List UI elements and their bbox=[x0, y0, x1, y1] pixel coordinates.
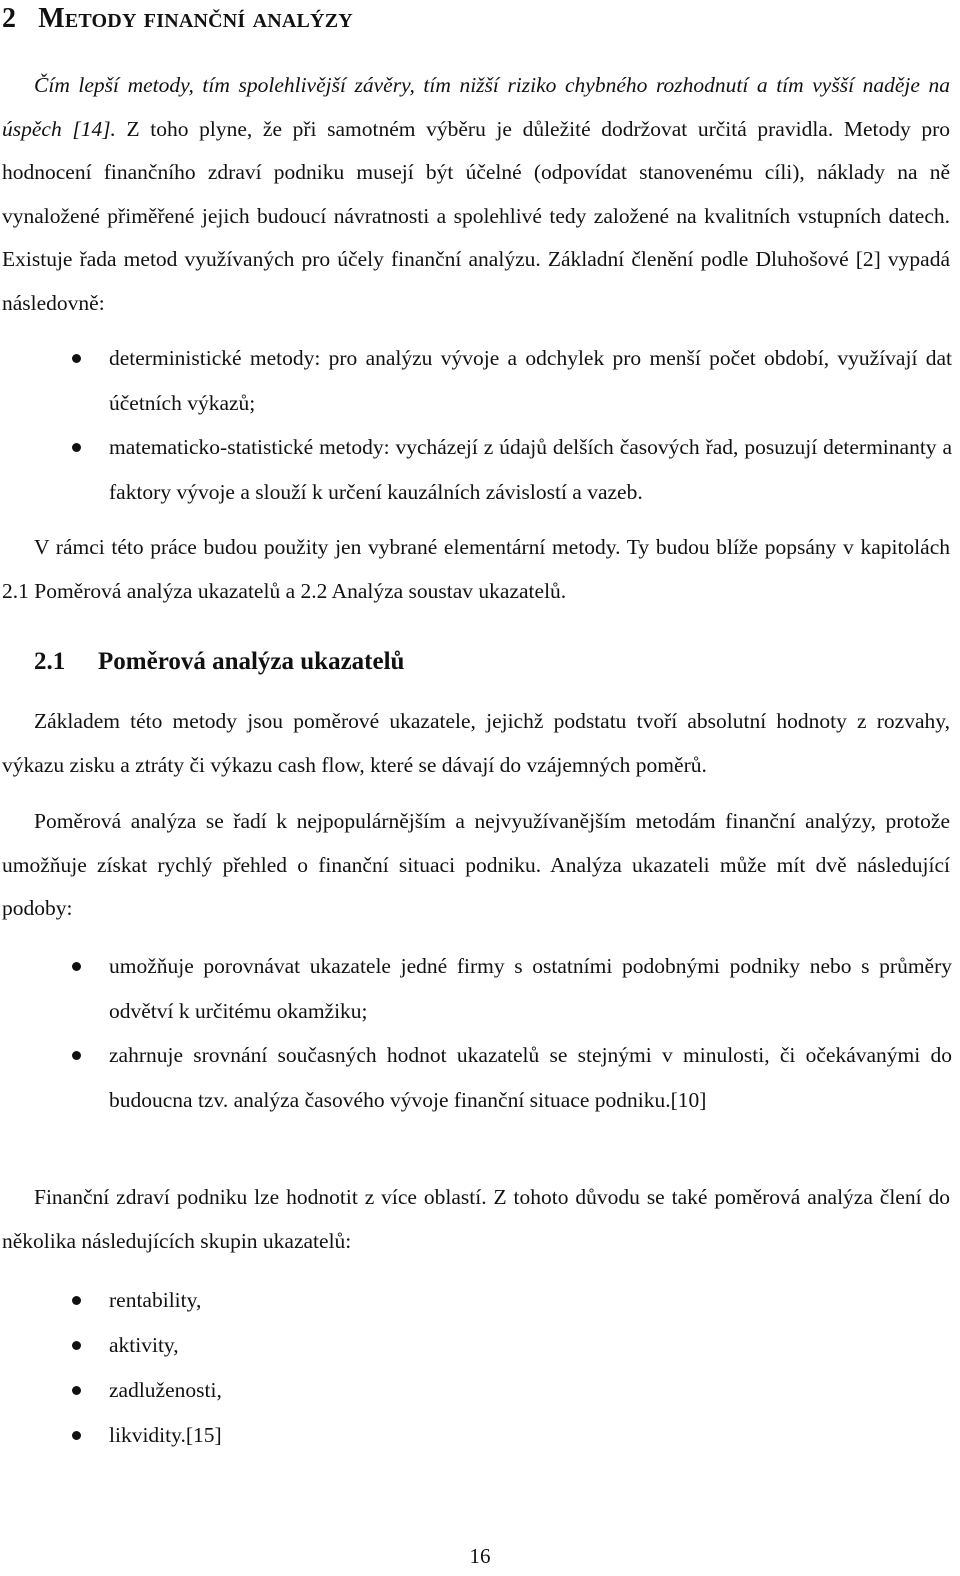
chapter-title bbox=[2, 2, 353, 36]
bullet-icon bbox=[72, 443, 81, 452]
bullet-icon bbox=[72, 1431, 81, 1440]
list-item bbox=[0, 1413, 952, 1458]
bullet-icon bbox=[72, 962, 81, 971]
list-item bbox=[0, 425, 952, 514]
bullet-icon bbox=[72, 1296, 81, 1305]
section-title-text: Poměrová analýza ukazatelů bbox=[98, 648, 405, 675]
section-title bbox=[34, 644, 404, 680]
page-number: 16 bbox=[469, 1544, 491, 1568]
list-item bbox=[0, 1323, 952, 1368]
section-paragraph: Poměrová analýza se řadí k nejpopulárnějším a nejvyužívanějším metodám finanční analýzy, protože umožňuje získat rychlý přehled o finanční situaci podniku. Analýza ukazateli může mít dvě následující podoby: bbox=[2, 809, 950, 920]
bullet-icon bbox=[72, 1386, 81, 1395]
list-item-text: zadluženosti, bbox=[109, 1378, 222, 1402]
intro-text: Z toho plyne, že při samotném výběru je důležité dodržovat určitá pravidla. Metody pro hodnocení finančního zdraví podniku musejí být účelné (odpovídat stanovenému cíli), náklady na ně vynaložené přiměřené jejich budoucí návratnosti a spolehlivé tedy založené na kvalitních vstupních datech. Existuje řada metod využívaných pro účely finanční analýzu. Základní členění podle Dluhošové [2] vypadá následovně: bbox=[2, 116, 950, 315]
chapter-title-text: Metody finanční analýzy bbox=[38, 3, 353, 34]
method-types-list bbox=[0, 336, 952, 514]
forms-list bbox=[0, 944, 952, 1122]
scope-paragraph: V rámci této práce budou použity jen vybrané elementární metody. Ty budou blíže popsány v kapitolách 2.1 Poměrová analýza ukazatelů a 2.2 Analýza soustav ukazatelů. bbox=[2, 535, 950, 603]
bullet-icon bbox=[72, 1341, 81, 1350]
list-item bbox=[0, 1368, 952, 1413]
list-item-text: aktivity, bbox=[109, 1333, 179, 1357]
list-item-text: zahrnuje srovnání současných hodnot ukazatelů se stejnými v minulosti, či očekávanými do budoucna tzv. analýza časového vývoje finanční situace podniku.[10] bbox=[109, 1043, 952, 1112]
bullet-icon bbox=[72, 1051, 81, 1060]
list-item bbox=[0, 1278, 952, 1323]
bullet-icon bbox=[72, 354, 81, 363]
groups-paragraph: Finanční zdraví podniku lze hodnotit z více oblastí. Z tohoto důvodu se také poměrová analýza člení do několika následujících skupin ukazatelů: bbox=[2, 1185, 950, 1253]
list-item-text: likvidity.[15] bbox=[109, 1423, 222, 1447]
list-item bbox=[0, 1033, 952, 1122]
list-item-text: rentability, bbox=[109, 1288, 202, 1312]
list-item-text: deterministické metody: pro analýzu vývoje a odchylek pro menší počet období, využívají dat účetních výkazů; bbox=[109, 346, 952, 415]
groups-list bbox=[0, 1278, 952, 1458]
intro-paragraph bbox=[2, 64, 950, 325]
list-item-text: matematicko-statistické metody: vycházejí z údajů delších časových řad, posuzují determinanty a faktory vývoje a slouží k určení kauzálních závislostí a vazeb. bbox=[109, 435, 952, 504]
section-paragraph: Základem této metody jsou poměrové ukazatele, jejichž podstatu tvoří absolutní hodnoty z rozvahy, výkazu zisku a ztráty či výkazu cash flow, které se dávají do vzájemných poměrů. bbox=[2, 709, 950, 777]
list-item bbox=[0, 336, 952, 425]
chapter-number: 2 bbox=[2, 3, 17, 34]
intro-quote: Čím lepší metody, tím spolehlivější závěry, tím nižší riziko chybného rozhodnutí a tím vyšší naděje na úspěch [14]. bbox=[2, 73, 950, 141]
list-item bbox=[0, 944, 952, 1033]
section-number: 2.1 bbox=[34, 648, 66, 675]
list-item-text: umožňuje porovnávat ukazatele jedné firmy s ostatními podobnými podniky nebo s průměry odvětví k určitému okamžiku; bbox=[109, 954, 952, 1023]
